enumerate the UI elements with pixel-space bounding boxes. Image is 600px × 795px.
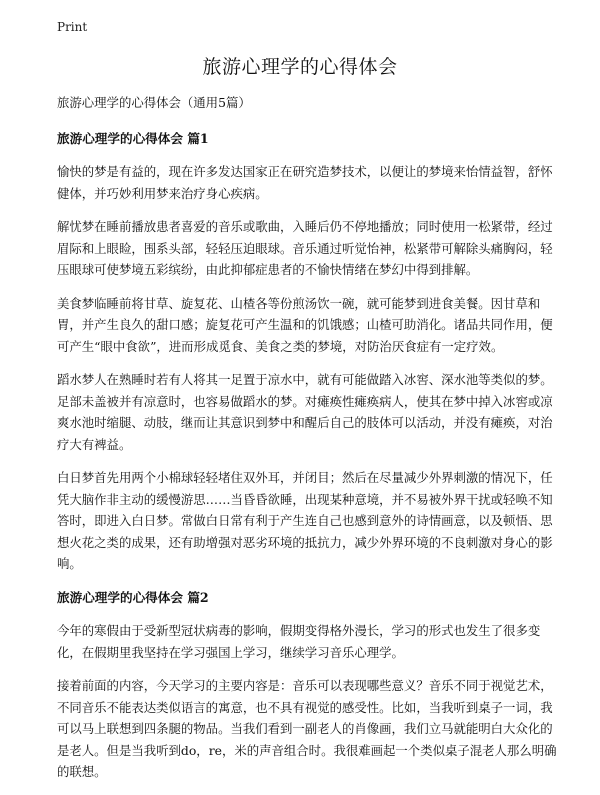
section-2 <box>57 587 557 783</box>
paragraph: 今年的寒假由于受新型冠状病毒的影响，假期变得格外漫长，学习的形式也发生了很多变化，在假期里我坚持在学习强国上学习，继续学习音乐心理学。 <box>57 623 541 660</box>
section-heading: 旅游心理学的心得体会 篇1 <box>57 130 209 146</box>
article-subtitle: 旅游心理学的心得体会（通用5篇） <box>57 95 251 110</box>
paragraph: 解忧梦在睡前播放患者喜爱的音乐或歌曲，入睡后仍不停地播放；同时使用一松紧带，经过眉际和上眼睑，围系头部，轻轻压迫眼球。音乐通过听觉怡神，松紧带可解除头痛胸闷，轻压眼球可使梦境五彩缤纷，由此抑郁症患者的不愉快情绪在梦幻中得到排解。 <box>57 219 553 277</box>
paragraph: 愉快的梦是有益的，现在许多发达国家正在研究造梦技术，以便让的梦境来怡情益智，舒怀健体，并巧妙利用梦来治疗身心疾病。 <box>57 164 553 201</box>
page-title: 旅游心理学的心得体会 <box>202 56 398 78</box>
article-body <box>57 92 557 795</box>
print-link[interactable]: Print <box>57 20 88 34</box>
paragraph: 白日梦首先用两个小棉球轻轻堵住双外耳，并闭目；然后在尽量减少外界刺激的情况下，任凭大脑作非主动的缓慢游思……当昏昏欲睡，出现某种意境，并不易被外界干扰或轻唤不知答时，即进入白日梦。常做白日常有利于产生连自己也感到意外的诗情画意，以及顿悟、思想火花之类的成果，还有助增强对恶劣环境的抵抗力，减少外界环境的不良刺激对身心的影响。 <box>57 470 553 571</box>
paragraph: 美食梦临睡前将甘草、旋复花、山楂各等份煎汤饮一碗，就可能梦到进食美餐。因甘草和胃，并产生良久的甜口感；旋复花可产生温和的饥饿感；山楂可助消化。诸品共同作用，便可产生“眼中食欲”，进而形成觅食、美食之类的梦境，对防治厌食症有一定疗效。 <box>57 295 553 354</box>
section-1 <box>57 128 557 575</box>
paragraph: 接着前面的内容，今天学习的主要内容是：音乐可以表现哪些意义？音乐不同于视觉艺术，不同音乐不能表达类似语言的寓意，也不具有视觉的感受性。比如，当我听到桌子一词，我可以马上联想到四条腿的物品。当我们看到一副老人的肖像画，我们立马就能明白大众化的是老人。但是当我听到do，re，米的声音组合时。我很难画起一个类似桌子混老人那么明确的联想。 <box>57 678 557 779</box>
section-heading: 旅游心理学的心得体会 篇2 <box>57 589 209 605</box>
paragraph: 蹈水梦人在熟睡时若有人将其一足置于凉水中，就有可能做踏入冰窖、深水池等类似的梦。足部未盖被并有凉意时，也容易做蹈水的梦。对瘫痪性瘫痪病人，使其在梦中掉入冰窖或凉爽水池时缩腿、动肢，继而让其意识到梦中和醒后自己的肢体可以活动，并没有瘫痪，对治疗大有裨益。 <box>57 372 553 452</box>
